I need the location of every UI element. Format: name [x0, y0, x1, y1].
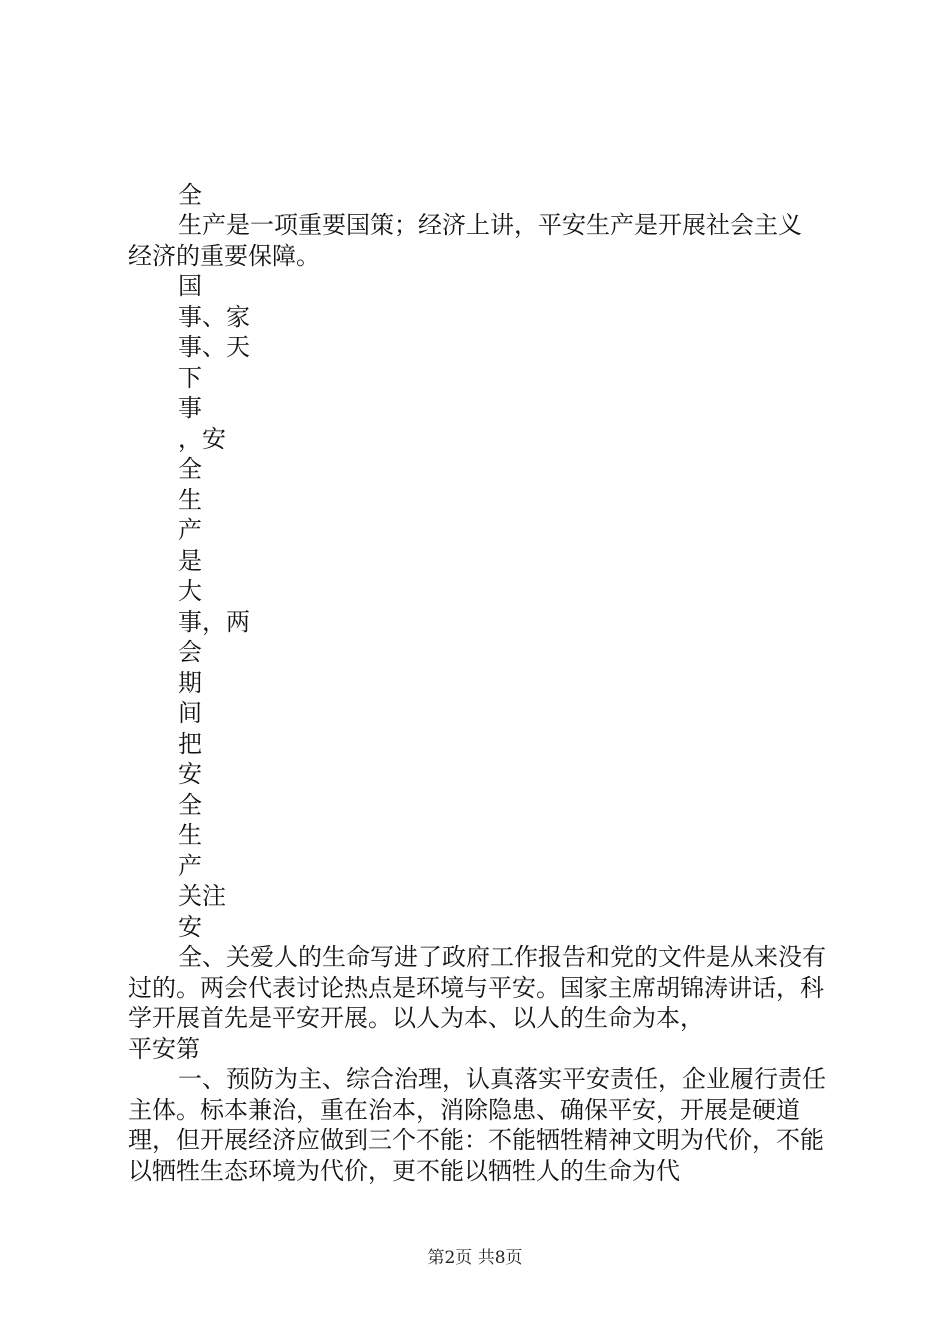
text-line: 间: [178, 699, 202, 727]
text-line: 全: [178, 790, 202, 819]
paragraph: 平安第: [128, 1034, 200, 1063]
text-line: 国: [178, 272, 202, 300]
paragraph: 一、预防为主、综合治理，认真落实平安责任，企业履行责任主体。标本兼治，重在治本，消除隐患、确保平安，开展是硬道理，但开展经济应做到三个不能：不能牺牲精神文明为代价，不能以牺牲生态环境为代价，更不能以牺牲人的生命为代: [128, 1065, 826, 1185]
paragraph: 全、关爱人的生命写进了政府工作报告和党的文件是从来没有过的。两会代表讨论热点是环境与平安。国家主席胡锦涛讲话，科学开展首先是平安开展。以人为本、以人的生命为本，: [128, 943, 826, 1032]
text-line: 安: [178, 760, 202, 788]
paragraph-intro: [128, 210, 828, 271]
text-line: 会: [178, 638, 202, 666]
text-line: 把: [178, 729, 202, 758]
page-footer: 第2页 共8页: [427, 1248, 523, 1268]
text-line: 是: [178, 546, 202, 575]
narrow-column: [178, 271, 318, 942]
text-line: 生: [178, 485, 202, 514]
paragraph-main: [128, 942, 828, 1186]
text-line: 期: [178, 668, 202, 697]
text-line: 安: [178, 912, 202, 941]
text-line: 关注: [178, 882, 226, 910]
text-line: 事，两: [178, 607, 250, 636]
text-line: 全: [178, 181, 202, 209]
text-line: 事、家: [178, 302, 250, 331]
text-line: 经济的重要保障。: [128, 241, 320, 270]
text-line: 全: [178, 455, 202, 483]
text-line: 产: [178, 851, 202, 880]
text-line: 事、天: [178, 333, 250, 361]
text-line: ，安: [178, 424, 226, 453]
text-line: 生: [178, 821, 202, 849]
text-line: 大: [178, 577, 202, 605]
text-line: 生产是一项重要国策；经济上讲，平安生产是开展社会主义: [178, 211, 802, 239]
line-group-top: [178, 180, 318, 211]
text-line: 下: [178, 363, 202, 392]
text-line: 事: [178, 394, 202, 422]
text-line: 产: [178, 516, 202, 544]
